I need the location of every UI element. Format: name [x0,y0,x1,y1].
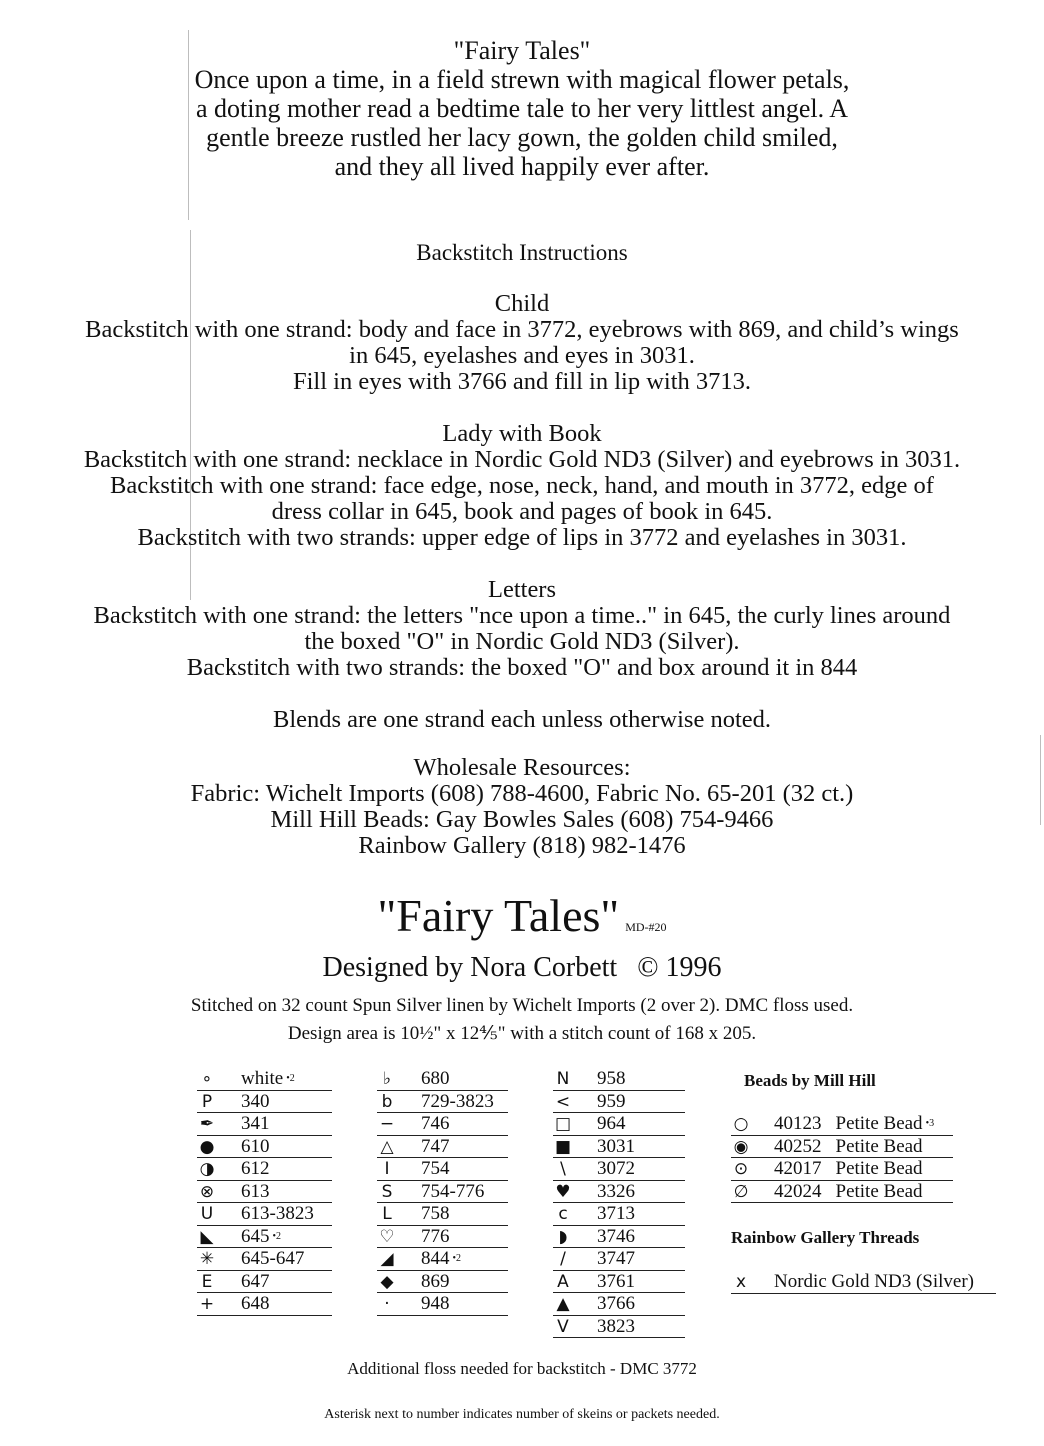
rainbow-list [731,1271,996,1294]
floss-number: 647 [241,1270,270,1292]
design-area-text: Design area is 10½" x 12⅘" with a stitch count of 168 x 205. [287,1023,757,1044]
floss-number: 645 [241,1225,270,1247]
skein-count: •2 [286,1073,295,1084]
symbol-icon: △ [380,1136,394,1157]
bead-key-row [731,1158,953,1181]
letters-line: the boxed "O" in Nordic Gold ND3 (Silver). [304,628,740,655]
symbol-icon: ✒ [199,1114,215,1134]
symbol-icon: ∘ [201,1069,213,1089]
symbol-icon: · [384,1294,390,1314]
bead-number: 40252 [774,1135,822,1157]
floss-key-row [553,1316,685,1339]
bead-key-row [731,1113,953,1136]
color-number [597,1091,626,1113]
floss-number: 948 [421,1293,450,1314]
color-number [597,1113,626,1135]
floss-number: 3747 [597,1248,635,1269]
color-number [421,1203,450,1225]
pattern-title [0,890,1044,953]
lady-line: Backstitch with one strand: face edge, nose, neck, hand, and mouth in 3772, edge of [110,472,934,499]
child-line: in 645, eyelashes and eyes in 3031. [349,342,695,369]
color-number [597,1203,635,1225]
symbol-icon: V [557,1316,569,1337]
floss-number: 613 [241,1180,270,1202]
color-number [421,1136,450,1158]
floss-number: 341 [241,1113,270,1134]
color-number [774,1113,934,1135]
lady-line: Backstitch with two strands: upper edge of lips in 3772 and eyelashes in 3031. [137,524,907,551]
floss-number: 3326 [597,1180,635,1202]
symbol-icon: L [382,1204,392,1224]
floss-number: 844 [421,1248,450,1269]
symbol-icon: ✳ [199,1249,215,1269]
letters-line: Backstitch with two strands: the boxed "O" and box around it in 844 [186,654,858,681]
color-number [597,1226,635,1248]
floss-key-row [197,1293,332,1316]
symbol-icon: b [381,1091,393,1112]
symbol-icon: ♡ [379,1226,395,1247]
floss-number: 776 [421,1225,450,1247]
symbol-icon: ◉ [733,1136,749,1157]
color-number [597,1068,626,1090]
symbol-icon: + [199,1294,215,1314]
wholesale-section [0,755,1044,859]
color-number [421,1181,484,1203]
symbol-icon: ◢ [380,1249,394,1269]
floss-key-row [553,1091,685,1114]
bead-key-row [731,1181,953,1204]
symbol-icon: S [381,1181,393,1202]
floss-number: 747 [421,1135,450,1157]
floss-number: 3072 [597,1158,635,1179]
floss-key-row [197,1248,332,1271]
symbol-icon: \ [560,1159,566,1179]
color-number [774,1181,923,1203]
lady-section [0,421,1044,551]
child-line: Fill in eyes with 3766 and fill in lip with 3713. [293,368,751,395]
color-number [421,1158,450,1180]
symbol-icon: < [555,1091,571,1112]
color-number [241,1226,281,1248]
color-number [421,1113,450,1135]
floss-key-row [197,1181,332,1204]
symbol-icon: I [384,1159,390,1179]
bead-number: 40123 [774,1113,822,1134]
color-number [241,1293,270,1315]
pattern-code: MD-#20 [625,920,667,934]
floss-key-row [197,1136,332,1159]
skein-count: •2 [452,1253,462,1264]
symbol-icon: U [200,1204,214,1224]
color-number [597,1136,635,1158]
floss-number: 3766 [597,1293,635,1314]
floss-number: 869 [421,1270,450,1292]
skein-count: •3 [925,1118,935,1129]
floss-key-row [377,1203,508,1226]
floss-number: 754-776 [421,1180,485,1202]
story-line: gentle breeze rustled her lacy gown, the golden child smiled, [206,123,838,152]
floss-number: 680 [421,1068,450,1089]
floss-number: 729-3823 [421,1090,494,1112]
thread-key-row [731,1271,996,1294]
copyright-text: © 1996 [637,952,722,983]
symbol-icon: ♭ [382,1069,392,1089]
bead-name: Petite Bead [835,1180,923,1202]
stitched-on-text: Stitched on 32 count Spun Silver linen by Wichelt Imports (2 over 2). DMC floss used. [190,995,854,1016]
floss-key-row [377,1113,508,1136]
letters-section [0,577,1044,681]
letters-line: Backstitch with one strand: the letters "nce upon a time.." in 645, the curly lines around [93,602,951,629]
floss-number: 958 [597,1068,626,1089]
child-section [0,291,1044,395]
floss-key-row [377,1293,508,1316]
symbol-icon: ◗ [558,1226,568,1247]
designer-line [0,952,1044,984]
wholesale-line: Fabric: Wichelt Imports (608) 788-4600, Fabric No. 65-201 (32 ct.) [190,780,854,807]
symbol-icon: N [556,1069,570,1089]
symbol-icon: x [735,1272,747,1292]
floss-key-row [553,1293,685,1316]
color-number [774,1158,923,1180]
floss-number: 3761 [597,1270,635,1292]
floss-key-row [553,1271,685,1294]
floss-key-row [377,1158,508,1181]
color-number [597,1158,635,1180]
story-title: "Fairy Tales" [453,36,591,65]
floss-key-row [553,1158,685,1181]
bead-name: Petite Bead [835,1158,923,1179]
floss-key-row [377,1181,508,1204]
thread-name: Nordic Gold ND3 (Silver) [774,1271,974,1292]
lady-line: Backstitch with one strand: necklace in Nordic Gold ND3 (Silver) and eyebrows in 3031. [83,446,961,473]
bead-number: 42024 [774,1180,822,1202]
beads-list [731,1113,953,1203]
story-line: and they all lived happily ever after. [334,152,710,181]
letters-heading: Letters [487,576,557,603]
symbol-icon: □ [554,1114,572,1134]
floss-number: 3031 [597,1135,635,1157]
stitch-info [0,992,1044,1048]
floss-number: 964 [597,1113,626,1134]
floss-number: 613-3823 [241,1203,314,1224]
symbol-icon: A [557,1271,569,1292]
blends-note: Blends are one strand each unless otherwise noted. [272,706,771,733]
floss-key-row [377,1136,508,1159]
floss-key-row [553,1136,685,1159]
beads-heading: Beads by Mill Hill [744,1071,876,1090]
floss-key-column-2 [377,1068,508,1316]
symbol-icon: ◆ [380,1271,394,1292]
symbol-icon: ■ [554,1136,572,1157]
symbol-icon: P [201,1091,213,1112]
color-number [421,1226,450,1248]
asterisk-note: Asterisk next to number indicates number of skeins or packets needed. [324,1407,720,1422]
color-number [241,1203,314,1225]
symbol-icon: ⊗ [199,1181,215,1202]
color-number [421,1091,494,1113]
color-number [241,1158,270,1180]
skein-count: •2 [272,1230,282,1242]
floss-number: 746 [421,1113,450,1134]
floss-number: 3713 [597,1203,635,1224]
color-number [421,1293,450,1315]
floss-number: 340 [241,1090,270,1112]
floss-key-row [553,1181,685,1204]
symbol-icon: ◑ [199,1159,215,1179]
floss-number: 612 [241,1158,270,1179]
color-number [241,1091,270,1113]
symbol-icon: / [560,1249,566,1269]
floss-key-row [197,1068,332,1091]
color-number [241,1136,270,1158]
wholesale-line: Rainbow Gallery (818) 982-1476 [358,832,686,859]
color-number [597,1271,635,1293]
color-number [241,1068,295,1090]
color-number [421,1271,450,1293]
floss-key-row [377,1091,508,1114]
wholesale-line: Mill Hill Beads: Gay Bowles Sales (608) 754-9466 [270,806,774,833]
bead-key-row [731,1136,953,1159]
color-number [421,1068,450,1090]
symbol-icon: ∅ [733,1181,749,1202]
floss-number: 754 [421,1158,450,1179]
color-number [241,1248,304,1270]
floss-key-row [377,1271,508,1294]
designer-name: Designed by Nora Corbett [322,952,618,983]
story-line: a doting mother read a bedtime tale to her very littlest angel. A [196,94,848,123]
floss-number: 648 [241,1293,270,1314]
floss-key-column-1 [197,1068,332,1316]
symbol-icon: E [201,1271,213,1292]
story-line: Once upon a time, in a field strewn with magical flower petals, [194,65,850,94]
bead-number: 42017 [774,1158,822,1179]
symbol-icon: ● [199,1136,215,1157]
additional-floss-note: Additional floss needed for backstitch - DMC 3772 [347,1359,697,1378]
floss-key-column-3 [553,1068,685,1338]
child-heading: Child [494,290,550,317]
lady-line: dress collar in 645, book and pages of book in 645. [271,498,773,525]
floss-key-row [377,1068,508,1091]
color-number [597,1293,635,1315]
color-number [241,1113,270,1135]
floss-key-row [197,1271,332,1294]
floss-number: 645-647 [241,1248,305,1269]
symbol-icon: ⊙ [733,1159,749,1179]
floss-key-row [553,1113,685,1136]
bead-name: Petite Bead [835,1113,923,1134]
floss-number: 3823 [597,1315,635,1337]
color-number [421,1248,461,1270]
floss-key-row [197,1158,332,1181]
lady-heading: Lady with Book [442,420,602,447]
floss-number: 959 [597,1090,626,1112]
symbol-icon: − [379,1114,395,1134]
symbol-icon: ◣ [200,1226,214,1247]
symbol-icon: c [558,1204,568,1224]
pattern-title-text: "Fairy Tales" [377,890,620,941]
color-number [241,1181,270,1203]
symbol-icon: ▲ [556,1294,570,1314]
floss-key-row [553,1248,685,1271]
bead-name: Petite Bead [835,1135,923,1157]
floss-key-row [553,1068,685,1091]
rainbow-heading: Rainbow Gallery Threads [731,1228,920,1247]
color-number [774,1136,923,1158]
floss-key-row [377,1226,508,1249]
color-number [241,1271,270,1293]
color-number [774,1271,974,1293]
floss-number: 3746 [597,1225,635,1247]
floss-number: white [241,1068,284,1089]
color-number [597,1181,635,1203]
floss-key-row [197,1091,332,1114]
story-block [0,36,1044,181]
backstitch-heading: Backstitch Instructions [416,240,628,265]
child-line: Backstitch with one strand: body and face in 3772, eyebrows with 869, and child’s wings [85,316,959,343]
color-number [597,1316,635,1338]
floss-key-row [197,1113,332,1136]
symbol-icon: ○ [733,1114,749,1134]
floss-key-row [377,1248,508,1271]
floss-key-row [197,1203,332,1226]
wholesale-heading: Wholesale Resources: [413,754,631,781]
floss-key-row [197,1226,332,1249]
floss-number: 758 [421,1203,450,1224]
symbol-icon: ♥ [555,1181,571,1202]
color-number [597,1248,635,1270]
floss-number: 610 [241,1135,270,1157]
floss-key-row [553,1203,685,1226]
floss-key-row [553,1226,685,1249]
